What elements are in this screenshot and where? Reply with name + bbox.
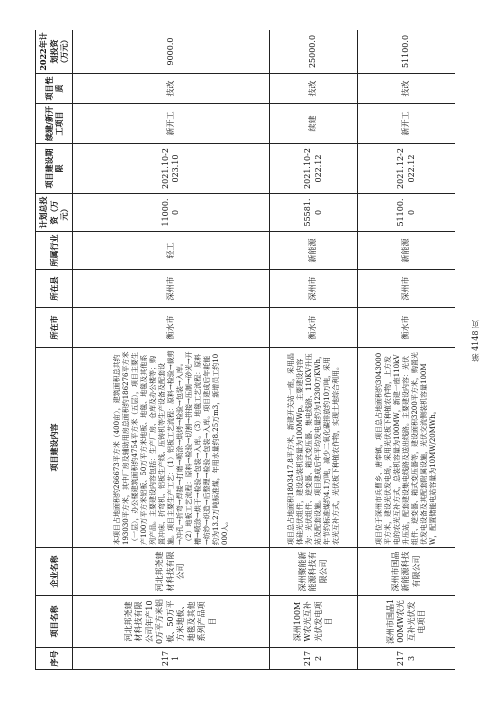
cell-seq: 2173 [358, 648, 456, 670]
cell-total-investment: 51100.0 [358, 194, 456, 232]
table-row [73, 30, 270, 670]
cell-plan-2022: 25000.0 [270, 30, 358, 74]
cell-status: 新开工 [358, 104, 456, 144]
cell-plan-2022: 9000.0 [73, 30, 270, 74]
cell-city: 衡水市 [73, 308, 270, 348]
header-company: 企业名称 [36, 548, 73, 596]
cell-nature: 技改 [358, 74, 456, 104]
header-nature: 项目性质 [36, 74, 73, 104]
cell-industry: 新能源 [270, 232, 358, 270]
cell-company: 深州市国晶新能源科技有限公司 [358, 548, 456, 596]
project-table-wrapper [35, 30, 455, 670]
header-plan-2022: 2022年计划投资（万元） [36, 30, 73, 74]
cell-content: 项目总占地面积1803417.8平方米，新建开关站一座，采用晶体硅光伏组件，建设总装机容量为100MWp。主要建设内容为：光伏组件、逆变器、箱式变压器、集电线路、110KV升压站及配套设施。项目建成后年平均发电量约为12300万KWh，年节约标准煤约4.1万吨，减少二氧化碳排放约10万吨，采用农光互补方式，光伏板下种植农作物，实现土地综合利用。 [270, 348, 358, 548]
header-county: 所在县 [36, 270, 73, 308]
cell-period: 2021.12-2022.12 [358, 144, 456, 194]
page-number: 第 4148 页 [471, 320, 480, 362]
cell-status: 新开工 [73, 104, 270, 144]
header-total-investment: 计划总投资（万元） [36, 194, 73, 232]
header-project-name: 项目名称 [36, 596, 73, 648]
cell-nature: 技改 [270, 74, 358, 104]
table-row [358, 30, 456, 670]
cell-seq: 2172 [270, 648, 358, 670]
project-table [35, 30, 455, 670]
cell-nature: 技改 [73, 74, 270, 104]
cell-city: 衡水市 [358, 308, 456, 348]
header-status: 续建/新开工项目 [36, 104, 73, 144]
header-city: 所在市 [36, 308, 73, 348]
cell-total-investment: 55581.0 [270, 194, 358, 232]
cell-plan-2022: 51100.0 [358, 30, 456, 74]
cell-company: 深州聚能新能源科技有限公司 [270, 548, 358, 596]
table-header-row [36, 30, 73, 670]
cell-period: 2021.10-2023.10 [73, 144, 270, 194]
cell-industry: 新能源 [358, 232, 456, 270]
cell-status: 续建 [270, 104, 358, 144]
table-row [270, 30, 358, 670]
cell-seq: 2171 [73, 648, 270, 670]
cell-project-name: 深州市国晶100MW农光互补光伏发电项目 [358, 596, 456, 648]
cell-city: 衡水市 [270, 308, 358, 348]
cell-content: 项目位于深州市兵曹乡、唐奉镇，项目总占地面积约3043000平方米，建设光伏发电场，采用光伏板下种植农作物，上方发电的农光互补方式，总装机容量为100MW，新建一座110kV升压站，配套建设集电线路及送出线路。主要建设内容：光伏组件、逆变器、箱式变压器等，建设面积3200平方米，购置光伏发电设备及其配套附属设施，光伏交流侧装机容量100MW，配置储能电站容量为10MW/20MWh。 [358, 348, 456, 548]
cell-county: 深州市 [73, 270, 270, 308]
cell-county: 深州市 [358, 270, 456, 308]
cell-project-name: 河北邦尧建材科技有限公司年产100万平方米铝板、50万平方米地板、地毯及其他系列产品项目 [73, 596, 270, 648]
header-industry: 所属行业 [36, 232, 73, 270]
header-content: 项目建设内容 [36, 348, 73, 548]
cell-total-investment: 11000.0 [73, 194, 270, 232]
cell-company: 河北邦尧建材科技有限公司 [73, 548, 270, 596]
cell-county: 深州市 [270, 270, 358, 308]
cell-content: 本项目占地面积约266673平方米（400亩），建筑面积总共约193030平方米，其中厂房及辅助用房总面积约186276平方米（一层），办公楼建筑面积约4754平方米（五层），项目主要生产100万平方米铝板、50万平方米地板、地毯、地毯及其他系列产品。主要建设内容包括：生产厂房、仓库及办公楼等；购置冲床、折弯机、铝板生产线、压铸机等生产设备及配套设施。项目主要生产工艺：（1）铝板工艺流程：原料→检验→裁剪→冲孔→折弯→焊接→打磨→喷涂→烘烤→检验→包装→入库。（2）地板工艺流程：原料→检验→切割→拼接→压制→砂光→开槽→喷涂→烘干→检验→包装→入库。（3）地毯工艺流程：原料→纺纱→织造→后整理→检验→包装→入库。项目建成后年耗能约为13.2万吨标准煤，年用水量约8.25万m3，新增员工约10000人。 [73, 348, 270, 548]
header-seq: 序号 [36, 648, 73, 670]
header-period: 项目建设期限 [36, 144, 73, 194]
cell-period: 2021.10-2022.12 [270, 144, 358, 194]
cell-project-name: 深州100MW农光互补光伏发电项目 [270, 596, 358, 648]
cell-industry: 轻工 [73, 232, 270, 270]
